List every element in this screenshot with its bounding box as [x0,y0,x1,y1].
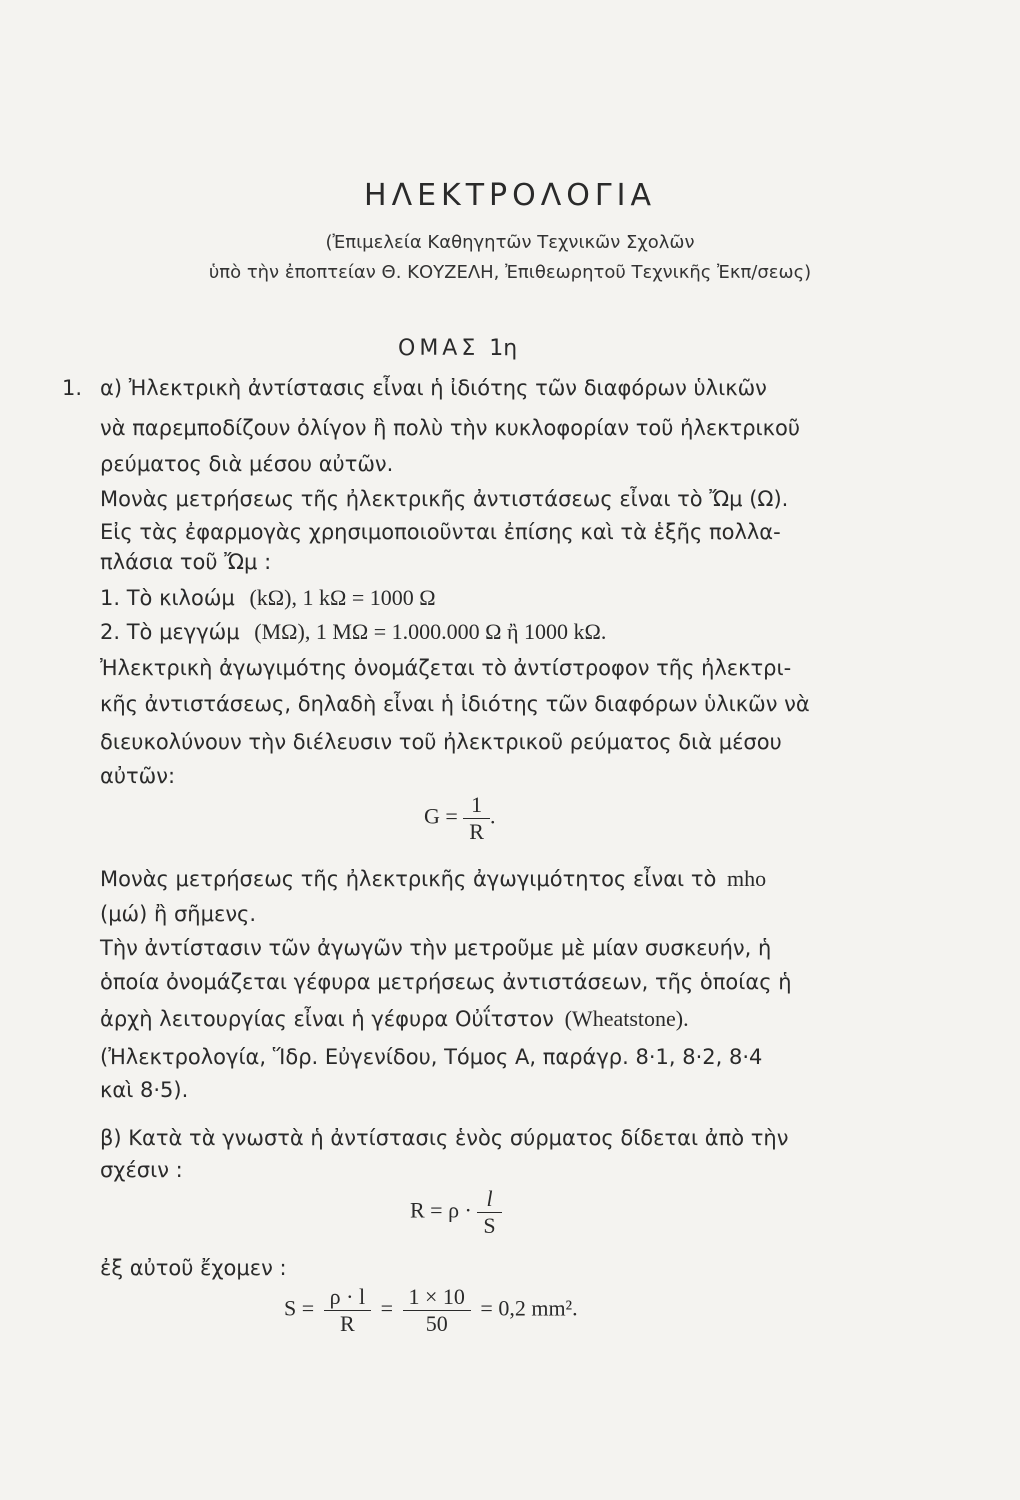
reference-line: (Ἠλεκτρολογία, Ἵδρ. Εὐγενίδου, Τόμος Α, παράγρ. 8·1, 8·2, 8·4 [100,1045,763,1069]
conductance-line: Ἠλεκτρικὴ ἀγωγιμότης ὀνομάζεται τὸ ἀντίστροφον τῆς ἠλεκτρι- [100,656,792,680]
part-a-line: Μονὰς μετρήσεως τῆς ἠλεκτρικῆς ἀντιστάσεως εἶναι τὸ Ὤμ (Ω). [100,487,789,511]
thus-line: ἐξ αὐτοῦ ἔχομεν : [100,1256,287,1280]
unit-line-text: Μονὰς μετρήσεως τῆς ἠλεκτρικῆς ἀγωγιμότητος εἶναι τὸ [100,867,717,891]
formula-s-frac2-den: 50 [425,1311,448,1336]
formula-g-numerator: 1 [463,792,490,819]
group-heading [398,336,517,361]
bridge-line: Τὴν ἀντίστασιν τῶν ἀγωγῶν τὴν μετροῦμε μὲ μίαν συσκευήν, ἡ [100,936,772,960]
formula-conductance [424,792,495,845]
multiple-megohm-value: (MΩ), 1 MΩ = 1.000.000 Ω ἢ 1000 kΩ. [254,619,607,644]
part-b-intro: σχέσιν : [100,1158,183,1182]
group-label: ΟΜΑΣ [398,336,480,361]
formula-s-fraction-2 [403,1284,471,1337]
conductance-line: αὐτῶν: [100,764,176,788]
formula-g-fraction [463,792,490,845]
formula-s-fraction-1 [324,1284,371,1337]
formula-s-frac1-num: ρ · l [324,1284,371,1311]
part-a-line: α) Ἠλεκτρικὴ ἀντίστασις εἶναι ἡ ἰδιότης τῶν διαφόρων ὑλικῶν [100,376,767,400]
multiple-kilohm-value: (kΩ), 1 kΩ = 1000 Ω [249,585,436,610]
exercise-number: 1. [62,376,83,400]
group-number: 1η [489,336,518,361]
formula-r-lhs: R = ρ · [410,1197,472,1223]
formula-s-frac1-den: R [340,1311,355,1336]
multiple-megohm-label: 2. Τὸ μεγγώμ [100,620,240,644]
conductance-line: διευκολύνουν τὴν διέλευσιν τοῦ ἠλεκτρικοῦ ρεύματος διὰ μέσου [100,730,782,754]
formula-resistance [410,1186,502,1239]
credit-line-1: (Ἐπιμελεία Καθηγητῶν Τεχνικῶν Σχολῶν [325,232,695,253]
formula-g-denominator: R [469,819,484,844]
part-a-line: νὰ παρεμποδίζουν ὀλίγον ἢ πολὺ τὴν κυκλοφορίαν τοῦ ἠλεκτρικοῦ [100,416,801,440]
formula-r-numerator: l [477,1186,501,1213]
unit-line-2: (μώ) ἢ σῆμενς. [100,902,257,926]
formula-r-denominator: S [483,1213,496,1238]
part-a-line: πλάσια τοῦ Ὤμ : [100,550,272,574]
formula-s-lhs: S = [284,1295,315,1321]
part-b-intro: β) Κατὰ τὰ γνωστὰ ἡ ἀντίστασις ἑνὸς σύρματος δίδεται ἀπὸ τὴν [100,1126,789,1150]
formula-section [284,1284,578,1337]
formula-r-fraction [477,1186,501,1239]
part-a-line: Εἰς τὰς ἐφαρμογὰς χρησιμοποιοῦνται ἐπίσης καὶ τὰ ἑξῆς πολλα- [100,520,781,544]
part-a-line: ρεύματος διὰ μέσου αὐτῶν. [100,452,394,476]
bridge-line-3-text: ἀρχὴ λειτουργίας εἶναι ἡ γέφυρα Οὐΐτστον [100,1007,554,1031]
reference-line: καὶ 8·5). [100,1078,189,1102]
formula-g-lhs: G = [424,803,458,829]
unit-line [100,865,890,893]
formula-g-end: . [489,803,496,829]
formula-s-result: = 0,2 mm². [480,1295,578,1321]
multiple-kilohm [100,584,890,612]
page-title: ΗΛΕΚΤΡΟΛΟΓΙΑ [364,178,656,213]
conductance-line: κῆς ἀντιστάσεως, δηλαδὴ εἶναι ἡ ἰδιότης τῶν διαφόρων ὑλικῶν νὰ [100,692,810,716]
multiple-kilohm-label: 1. Τὸ κιλοώμ [100,586,235,610]
credit-line-2: ὑπὸ τὴν ἐποπτείαν Θ. ΚΟΥΖΕΛΗ, Ἐπιθεωρητοῦ Τεχνικῆς Ἐκπ/σεως) [208,262,812,283]
bridge-line: ὁποία ὀνομάζεται γέφυρα μετρήσεως ἀντιστάσεων, τῆς ὁποίας ἡ [100,970,792,994]
formula-s-eq: = [380,1295,393,1321]
multiple-megohm [100,618,890,646]
wheatstone-name: (Wheatstone). [564,1006,689,1031]
bridge-line-3 [100,1005,890,1033]
formula-s-frac2-num: 1 × 10 [403,1284,471,1311]
unit-mho: mho [727,866,767,891]
